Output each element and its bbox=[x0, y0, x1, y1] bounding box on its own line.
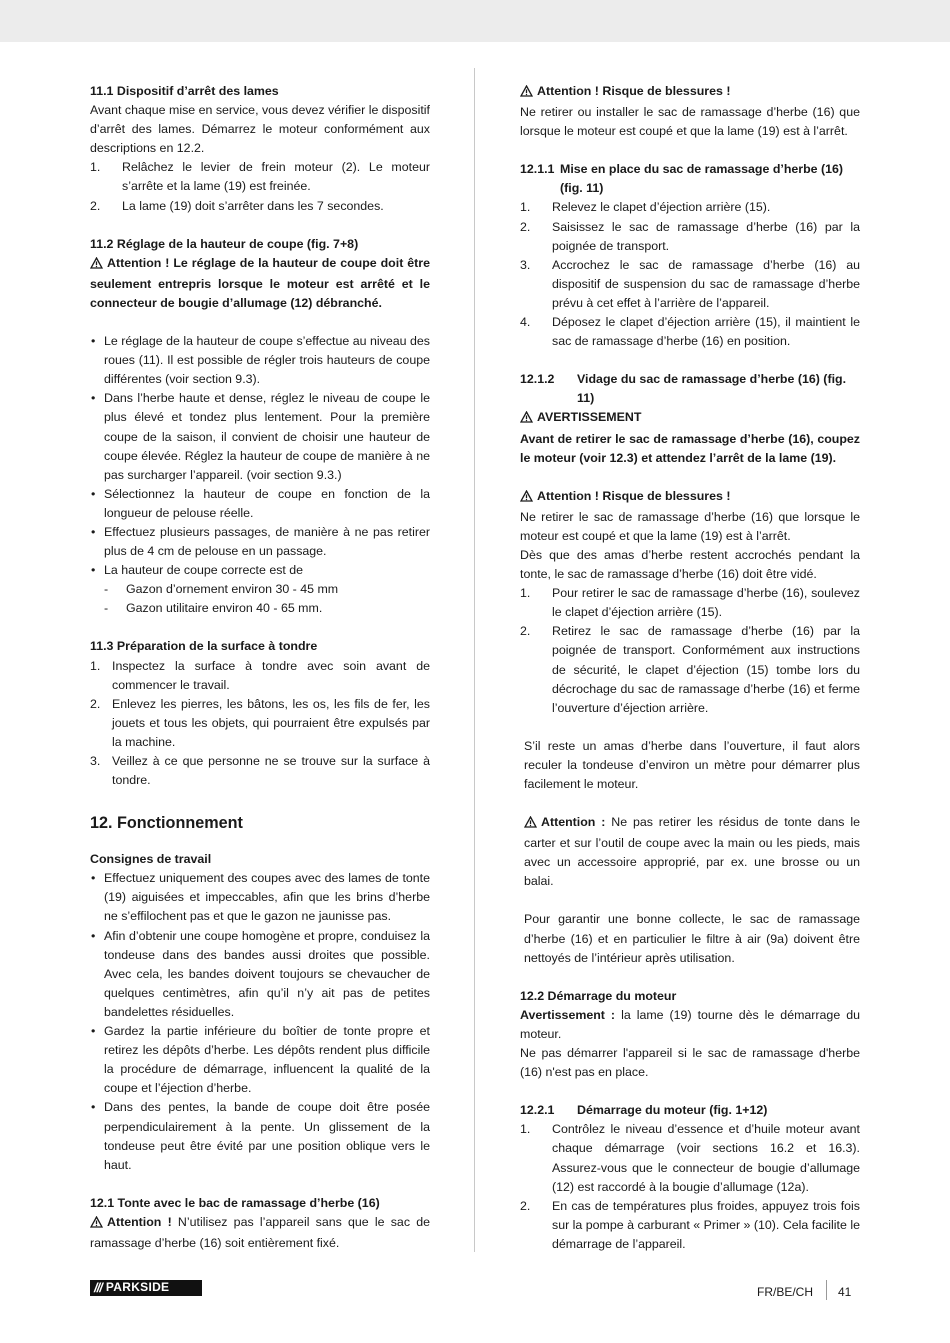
section-11-1-steps bbox=[90, 158, 430, 215]
left-column bbox=[90, 82, 430, 1253]
section-12-title: 12. Fonctionnement bbox=[90, 814, 243, 833]
section-11-1-intro: Avant chaque mise en service, vous devez vérifier le dispositif d’arrêt des lames. Démarrez le moteur conformément aux descriptions en 12.2. bbox=[90, 103, 430, 156]
section-12-1-2-steps bbox=[520, 584, 860, 718]
consignes-title: Consignes de travail bbox=[90, 852, 212, 867]
list-item: 3. Accrochez le sac de ramassage d’herbe (16) au dispositif de suspension du sac de ramassage d’herbe prévu à cet effet à l’arrière de l’appareil. bbox=[520, 257, 860, 310]
list-item: 2. Enlevez les pierres, les bâtons, les os, les fils de fer, les jouets et tous les objets, qui pourraient être expulsés par la machine. bbox=[90, 696, 430, 749]
warning-injury-text-2: Ne retirer le sac de ramassage d’herbe (16) que lorsque le moteur est coupé et que la lame (19) est à l’arrêt. bbox=[520, 509, 860, 543]
warning-triangle-icon bbox=[520, 84, 533, 103]
list-item: 2. En cas de températures plus froides, appuyez trois fois sur la pompe à carburant « Primer » (10). Cela facilite le démarrage de l’appareil. bbox=[520, 1198, 860, 1251]
list-item: • Gardez la partie inférieure du boîtier de tonte propre et retirez les dépôts d’herbe. Les dépôts rendent plus difficile la procédure de démarrage, influencent la qualité de la coupe et l’éjection d’herbe. bbox=[91, 1024, 430, 1096]
section-11-2-warning: Attention ! Le réglage de la hauteur de coupe doit être seulement entrepris lorsque le moteur est arrêté et le connecteur de bougie d’allumage (12) débranché. bbox=[90, 255, 430, 310]
list-item: - Gazon d’ornement environ 30 - 45 mm bbox=[104, 582, 339, 597]
list-item: 1. Pour retirer le sac de ramassage d’herbe (16), soulevez le clapet d’éjection arrière (15). bbox=[520, 586, 860, 620]
list-item: - Gazon utilitaire environ 40 - 65 mm. bbox=[104, 601, 323, 616]
warning-triangle-icon bbox=[90, 256, 103, 275]
warning-triangle-icon bbox=[90, 1215, 103, 1234]
section-11-2-title: 11.2 Réglage de la hauteur de coupe (fig. 7+8) bbox=[90, 236, 359, 251]
section-11-1-title: 11.1 Dispositif d’arrêt des lames bbox=[90, 84, 279, 98]
cutting-height-list bbox=[90, 580, 430, 618]
warning-triangle-icon bbox=[520, 410, 533, 429]
collecte-text: Pour garantir une bonne collecte, le sac de ramassage d’herbe (16) et en particulier le filtre à air (9a) doivent être nettoyés de l’intérieur après utilisation. bbox=[524, 912, 860, 965]
warning-injury-text: Ne retirer ou installer le sac de ramassage d’herbe (16) que lorsque le moteur est coupé et que la lame (19) est à l’arrêt. bbox=[520, 105, 860, 139]
list-item: • La hauteur de coupe correcte est de bbox=[91, 563, 304, 578]
section-12-2-title: 12.2 Démarrage du moteur bbox=[520, 988, 677, 1003]
list-item: 1. Relâchez le levier de frein moteur (2). Le moteur s’arrête et la lame (19) est freinée. bbox=[90, 160, 430, 194]
list-item: 1. Contrôlez le niveau d’essence et d’huile moteur avant chaque démarrage (voir sections 16.2 et 16.3). Assurez-vous que le connecteur de bougie d’allumage (12) est raccordé à la bougie d’allumage (12a). bbox=[520, 1122, 860, 1194]
avertissement-title: AVERTISSEMENT bbox=[520, 408, 860, 429]
list-item: • Effectuez plusieurs passages, de manière à ne pas retirer plus de 4 cm de pelouse en un passage. bbox=[91, 524, 430, 559]
language-code: FR/BE/CH bbox=[757, 1285, 814, 1299]
list-item: • Effectuez uniquement des coupes avec des lames de tonte (19) aiguisées et impeccables, afin que les brins d’herbe ne s’effilochent pas et que le gazon ne jaunisse pas. bbox=[91, 871, 430, 924]
list-item: 1. Relevez le clapet d’éjection arrière (15). bbox=[520, 200, 771, 215]
section-12-1-1-steps bbox=[520, 198, 860, 351]
list-item: 2. La lame (19) doit s’arrêter dans les 7 secondes. bbox=[90, 198, 384, 213]
warning-triangle-icon bbox=[524, 815, 537, 834]
warning-injury-text-3: Dès que des amas d’herbe restent accrochés pendant la tonte, le sac de ramassage d’herbe (16) doit être vidé. bbox=[520, 547, 860, 582]
list-item: 1. Inspectez la surface à tondre avec soin avant de commencer le travail. bbox=[90, 658, 430, 692]
list-item: 3. Veillez à ce que personne ne se trouve sur la surface à tondre. bbox=[90, 754, 430, 788]
section-11-3-title: 11.3 Préparation de la surface à tondre bbox=[90, 639, 318, 654]
section-11-2-bullets bbox=[90, 332, 430, 580]
parkside-logo: /// PARKSIDE bbox=[90, 1280, 202, 1296]
consignes-bullets bbox=[90, 869, 430, 1175]
footer-separator bbox=[826, 1280, 827, 1300]
warning-injury-title-2: Attention ! Risque de blessures ! bbox=[520, 487, 860, 508]
list-item: 4. Déposez le clapet d’éjection arrière (15), il maintient le sac de ramassage d’herbe (16) en position. bbox=[520, 315, 860, 349]
section-12-2-warning: Avertissement : la lame (19) tourne dès le démarrage du moteur. bbox=[520, 1007, 860, 1041]
section-12-2-1-title: 12.2.1 Démarrage du moteur (fig. 1+12) bbox=[520, 1103, 768, 1118]
section-12-1-warning: Attention ! N’utilisez pas l’appareil sans que le sac de ramassage d’herbe (16) soit entièrement fixé. bbox=[90, 1214, 431, 1250]
avertissement-text: Avant de retirer le sac de ramassage d’herbe (16), coupez le moteur (voir 12.3) et attendez l’arrêt de la lame (19). bbox=[520, 431, 860, 465]
warning-injury-title: Attention ! Risque de blessures ! bbox=[520, 82, 860, 103]
right-column bbox=[520, 82, 860, 1254]
list-item: • Sélectionnez la hauteur de coupe en fonction de la longueur de pelouse réelle. bbox=[91, 486, 430, 520]
list-item: • Le réglage de la hauteur de coupe s’effectue au niveau des roues (11). Il est possible de régler trois hauteurs de coupe différentes (voir section 9.3). bbox=[91, 334, 430, 387]
section-12-2-text: Ne pas démarrer l'appareil si le sac de ramassage d'herbe (16) n'est pas en place. bbox=[520, 1046, 860, 1080]
amas-text: S’il reste un amas d’herbe dans l’ouverture, il faut alors reculer la tondeuse d’environ un mètre pour démarrer plus facilement le moteur. bbox=[524, 738, 860, 791]
page-number: 41 bbox=[838, 1285, 852, 1299]
list-item: 2. Saisissez le sac de ramassage d’herbe (16) par la poignée de transport. bbox=[520, 219, 860, 253]
section-12-1-1-title: 12.1.1 Mise en place du sac de ramassage d’herbe (16) (fig. 11) bbox=[520, 162, 844, 196]
attention-residues: Attention : Ne pas retirer les résidus de tonte dans le carter et sur l’outil de coupe avec la main ou les pieds, mais avec un accessoire approprié, par ex. une brosse ou un balai. bbox=[524, 815, 860, 889]
section-12-1-title: 12.1 Tonte avec le bac de ramassage d’herbe (16) bbox=[90, 1195, 380, 1210]
section-12-1-2-title: 12.1.2 Vidage du sac de ramassage d’herbe (16) (fig. 11) bbox=[520, 372, 847, 406]
header-band bbox=[0, 0, 950, 42]
list-item: • Afin d’obtenir une coupe homogène et propre, conduisez la tondeuse dans des bandes aussi droites que possible. Avec cela, les bandes doivent toujours se chevaucher de quelques centimètres, afin qu’il n’y ait pas de petites bandelettes résiduelles. bbox=[91, 928, 430, 1019]
list-item: 2. Retirez le sac de ramassage d’herbe (16) par la poignée de transport. Conformément aux instructions de sécurité, le clapet d’éjection (15) tombe lors du décrochage du sac de ramassage d’herbe (16) et ferme l’ouverture d’éjection arrière. bbox=[520, 624, 860, 715]
warning-triangle-icon bbox=[520, 489, 533, 508]
list-item: • Dans des pentes, la bande de coupe doit être posée perpendiculairement à la pente. Un glissement de la tondeuse peut être évité par une position oblique vers le haut. bbox=[91, 1100, 430, 1172]
column-divider bbox=[474, 68, 475, 1252]
section-12-2-1-steps bbox=[520, 1120, 860, 1254]
section-11-3-steps bbox=[90, 657, 430, 791]
list-item: • Dans l’herbe haute et dense, réglez le niveau de coupe le plus élevé et tondez plus lentement. Pour la première coupe de la saison, il convient de choisir une hauteur de coupe élevée. Réglez la hauteur de coupe de manière à ne pas surcharger l’appareil. (voir section 9.3.) bbox=[91, 391, 430, 482]
